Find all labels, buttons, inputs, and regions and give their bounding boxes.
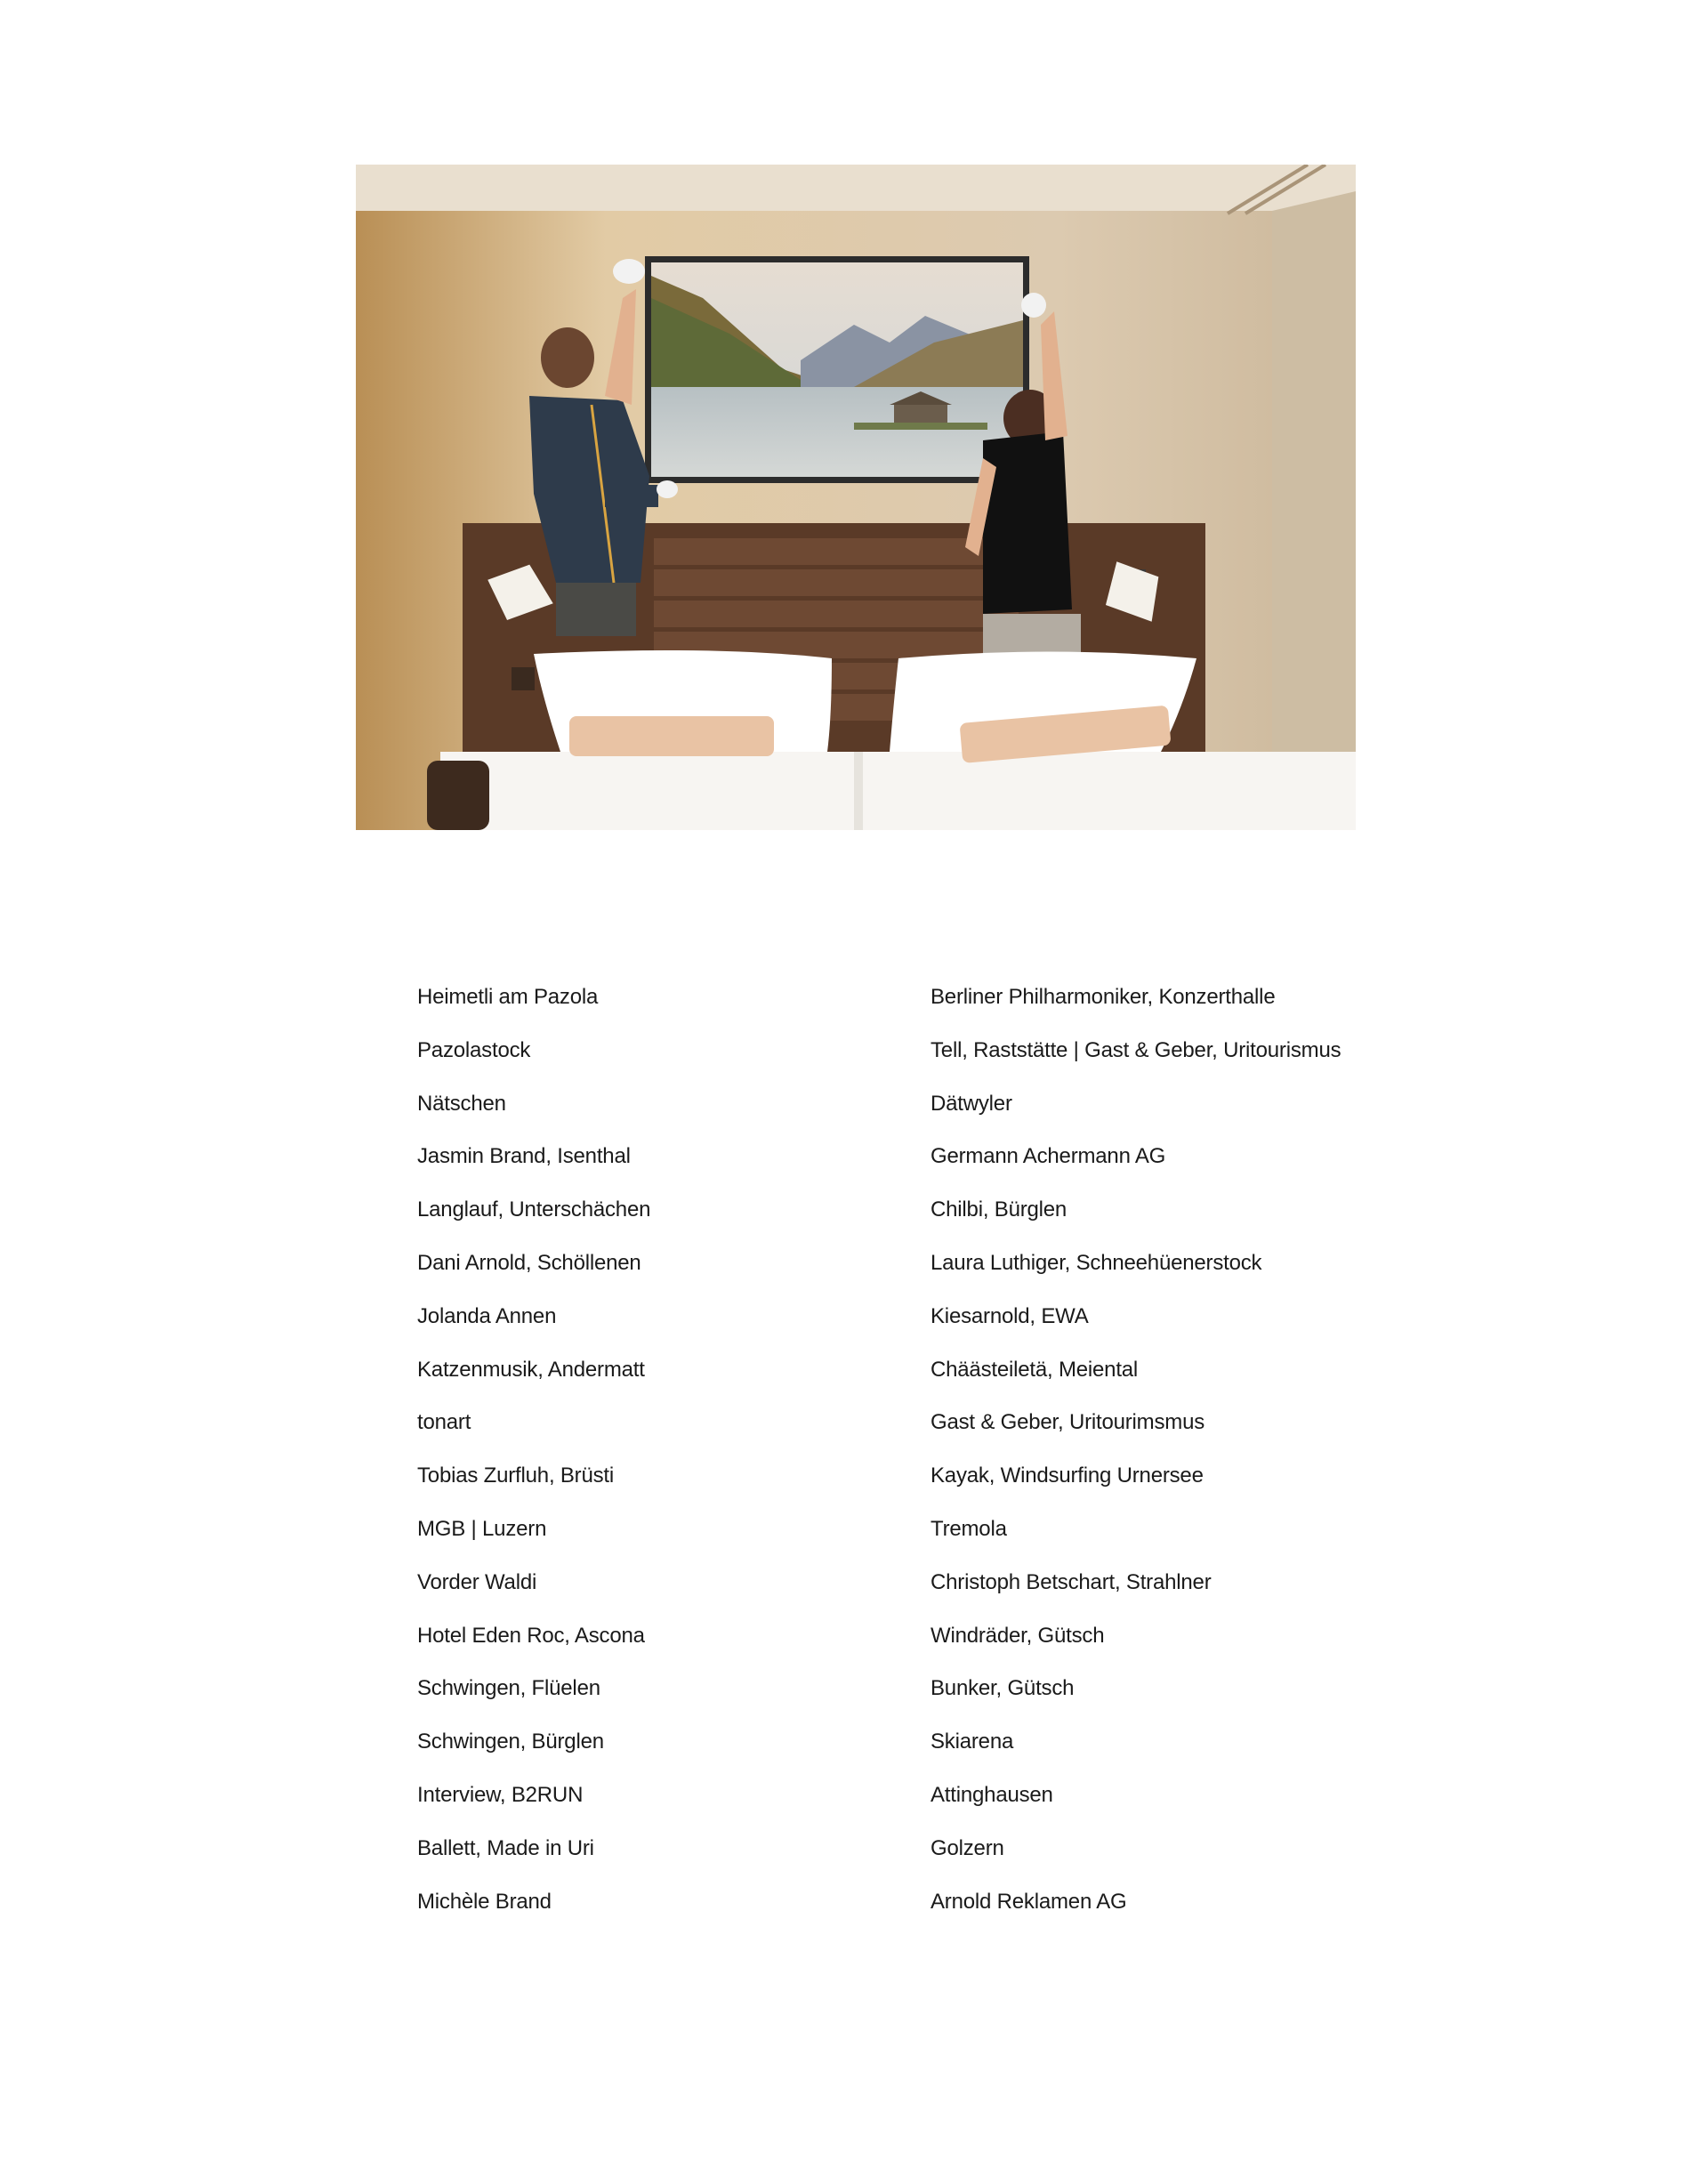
list-item: Attinghausen: [931, 1782, 1053, 1807]
list-item: Chilbi, Bürglen: [931, 1197, 1068, 1222]
list-item: Berliner Philharmoniker, Konzerthalle: [931, 985, 1276, 1009]
hotel-room-photo: [356, 165, 1356, 830]
list-item: Ballett, Made in Uri: [417, 1835, 594, 1860]
list-item: Kayak, Windsurfing Urnersee: [931, 1463, 1204, 1488]
list-item: Dani Arnold, Schöllenen: [417, 1250, 641, 1275]
list-item: MGB | Luzern: [417, 1516, 547, 1541]
list-item: Tell, Raststätte | Gast & Geber, Uritourismus: [931, 1037, 1341, 1062]
list-item: Hotel Eden Roc, Ascona: [417, 1623, 645, 1648]
list-item: Kiesarnold, EWA: [931, 1303, 1089, 1328]
list-item: Arnold Reklamen AG: [931, 1889, 1127, 1914]
left-pillow: [534, 650, 832, 756]
left-list: [417, 984, 650, 1941]
list-item: Heimetli am Pazola: [417, 985, 599, 1009]
photo-illustration: [356, 165, 1356, 830]
list-item: Chäästeiletä, Meiental: [931, 1357, 1139, 1382]
list-item: Skiarena: [931, 1730, 1014, 1754]
ceiling: [356, 165, 1356, 211]
list-item: Laura Luthiger, Schneehüenerstock: [931, 1250, 1262, 1275]
list-item: Tremola: [931, 1516, 1007, 1541]
bed: [440, 752, 1356, 830]
nightstand: [427, 761, 489, 830]
list-item: Langlauf, Unterschächen: [417, 1197, 651, 1222]
list-item: tonart: [417, 1410, 471, 1435]
list-item: Schwingen, Flüelen: [417, 1676, 600, 1701]
list-item: Jasmin Brand, Isenthal: [417, 1144, 631, 1169]
list-item: Golzern: [931, 1835, 1004, 1860]
list-item: Schwingen, Bürglen: [417, 1730, 604, 1754]
list-item: Interview, B2RUN: [417, 1782, 584, 1807]
list-item: Pazolastock: [417, 1037, 531, 1062]
list-item: Jolanda Annen: [417, 1303, 557, 1328]
right-list: [931, 984, 1341, 1941]
list-item: Tobias Zurfluh, Brüsti: [417, 1463, 615, 1488]
list-item: Bunker, Gütsch: [931, 1676, 1075, 1701]
list-item: Dätwyler: [931, 1091, 1012, 1116]
list-item: Nätschen: [417, 1091, 506, 1116]
list-item: Vorder Waldi: [417, 1569, 537, 1594]
socket: [512, 667, 535, 690]
right-pillow: [890, 652, 1196, 763]
list-item: Christoph Betschart, Strahlner: [931, 1569, 1212, 1594]
list-item: Gast & Geber, Uritourimsmus: [931, 1410, 1205, 1435]
mountain-painting: [645, 256, 1029, 483]
side-wall: [1272, 191, 1356, 830]
list-item: Windräder, Gütsch: [931, 1623, 1105, 1648]
list-item: Michèle Brand: [417, 1889, 552, 1914]
list-item: Germann Achermann AG: [931, 1144, 1166, 1169]
list-item: Katzenmusik, Andermatt: [417, 1357, 645, 1382]
